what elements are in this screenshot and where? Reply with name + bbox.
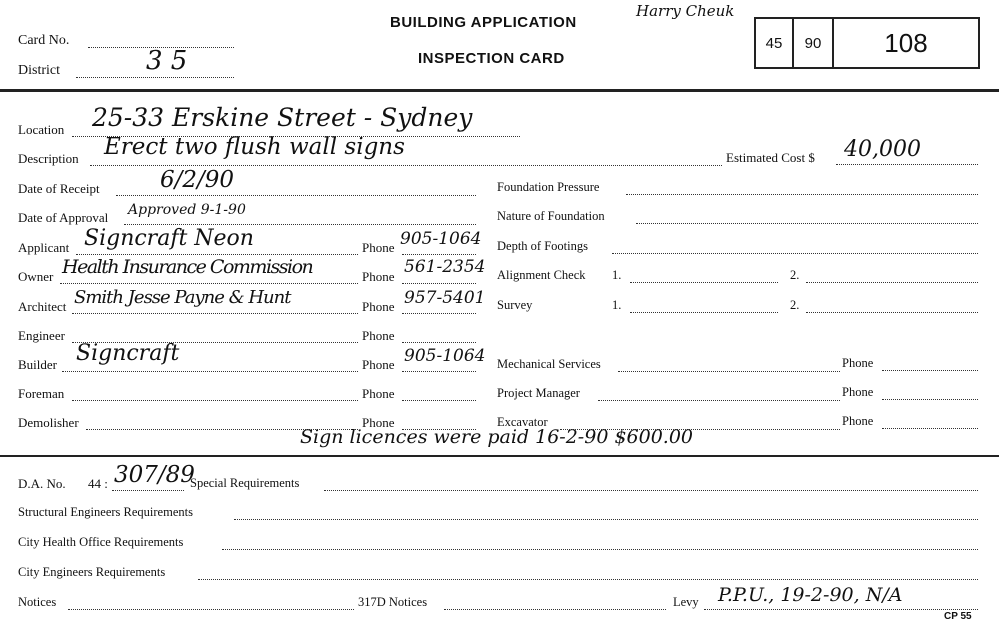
survey-label: Survey — [497, 298, 533, 312]
description-value: Erect two flush wall signs — [104, 134, 405, 160]
estimated-cost-value: 40,000 — [844, 137, 921, 162]
structural-line — [234, 519, 978, 520]
structural-label: Structural Engineers Requirements — [18, 505, 193, 519]
levy-value: P.P.U., 19-2-90, N/A — [718, 584, 903, 606]
approval-line — [124, 224, 476, 225]
builder-phone-label: Phone — [362, 357, 395, 372]
card-no-label: Card No. — [18, 33, 70, 48]
applicant-phone-label: Phone — [362, 240, 395, 255]
receipt-value: 6/2/90 — [160, 167, 235, 193]
owner-phone-label: Phone — [362, 269, 395, 284]
architect-line — [72, 313, 358, 314]
alignment-n1: 1. — [612, 268, 622, 282]
form-title: BUILDING APPLICATION — [390, 14, 577, 31]
foreman-label: Foreman — [18, 386, 65, 401]
special-label: Special Requirements — [190, 476, 300, 490]
owner-value: Health Insurance Commission — [62, 256, 313, 278]
demolisher-phone-label: Phone — [362, 415, 395, 430]
survey-n1: 1. — [612, 298, 622, 312]
engineer-label: Engineer — [18, 328, 65, 343]
project-manager-phone-label: Phone — [842, 385, 874, 399]
handwritten-name: Harry Cheuk — [636, 2, 735, 20]
project-manager-line — [598, 400, 840, 401]
owner-phone-line — [402, 283, 476, 284]
engineer-phone-label: Phone — [362, 328, 395, 343]
mechanical-label: Mechanical Services — [497, 357, 601, 371]
architect-value: Smith Jesse Payne & Hunt — [74, 287, 291, 308]
foreman-phone-label: Phone — [362, 386, 395, 401]
reference-boxes — [754, 17, 980, 69]
foundation-pressure-label: Foundation Pressure — [497, 180, 600, 194]
ref-box-2: 90 — [794, 19, 834, 67]
foreman-phone-line — [402, 400, 476, 401]
nature-line — [636, 223, 978, 224]
district-value: 3 5 — [146, 46, 188, 76]
applicant-line — [76, 254, 358, 255]
alignment-line-2 — [806, 282, 978, 283]
engineers-label: City Engineers Requirements — [18, 565, 166, 579]
form-code: CP 55 — [944, 611, 972, 622]
survey-n2: 2. — [790, 298, 800, 312]
notices-line — [68, 609, 354, 610]
builder-value: Signcraft — [76, 341, 180, 366]
alignment-n2: 2. — [790, 268, 800, 282]
architect-phone-label: Phone — [362, 299, 395, 314]
ref-box-3: 108 — [884, 27, 928, 58]
foundation-pressure-line — [626, 194, 978, 195]
da-label: D.A. No. — [18, 476, 66, 491]
approval-label: Date of Approval — [18, 210, 109, 225]
applicant-phone-line — [402, 254, 476, 255]
receipt-label: Date of Receipt — [18, 181, 100, 196]
nature-label: Nature of Foundation — [497, 209, 605, 223]
project-manager-phone-line — [882, 399, 978, 400]
lower-rule — [0, 455, 999, 457]
ref-box-1: 45 — [756, 19, 794, 67]
excavator-label: Excavator — [497, 415, 548, 429]
architect-phone-value: 957-5401 — [404, 288, 486, 308]
health-label: City Health Office Requirements — [18, 535, 184, 549]
estimated-cost-line — [836, 164, 978, 165]
alignment-label: Alignment Check — [497, 268, 586, 282]
applicant-value: Signcraft Neon — [84, 226, 254, 251]
survey-line-1 — [630, 312, 778, 313]
notices-317d-label: 317D Notices — [358, 595, 428, 609]
estimated-cost-label: Estimated Cost $ — [726, 150, 815, 165]
form-subtitle: INSPECTION CARD — [418, 50, 565, 67]
owner-line — [60, 283, 358, 284]
foreman-line — [72, 400, 358, 401]
architect-phone-line — [402, 313, 476, 314]
handwritten-note: Sign licences were paid 16-2-90 $600.00 — [300, 426, 694, 448]
levy-line — [704, 609, 978, 610]
approval-value: Approved 9-1-90 — [128, 202, 246, 218]
mechanical-phone-line — [882, 370, 978, 371]
engineer-phone-line — [402, 342, 476, 343]
builder-line — [62, 371, 358, 372]
notices-317d-line — [444, 609, 666, 610]
health-line — [222, 549, 978, 550]
architect-label: Architect — [18, 299, 67, 314]
location-value: 25-33 Erskine Street - Sydney — [92, 103, 473, 132]
excavator-phone-line — [882, 428, 978, 429]
levy-label: Levy — [673, 595, 699, 609]
notices-label: Notices — [18, 595, 57, 609]
builder-phone-value: 905-1064 — [404, 346, 486, 366]
demolisher-label: Demolisher — [18, 415, 79, 430]
district-line — [76, 77, 234, 78]
description-line — [90, 165, 722, 166]
description-label: Description — [18, 151, 79, 166]
da-prefix: 44 : — [88, 476, 108, 491]
builder-phone-line — [402, 371, 476, 372]
district-label: District — [18, 63, 60, 78]
mechanical-phone-label: Phone — [842, 356, 874, 370]
da-value: 307/89 — [114, 462, 195, 488]
location-label: Location — [18, 122, 65, 137]
owner-label: Owner — [18, 269, 54, 284]
owner-phone-value: 561-2354 — [404, 257, 486, 277]
receipt-line — [116, 195, 476, 196]
builder-label: Builder — [18, 357, 57, 372]
special-line — [324, 490, 978, 491]
mechanical-line — [618, 371, 840, 372]
depth-line — [612, 253, 978, 254]
engineers-line — [198, 579, 978, 580]
excavator-phone-label: Phone — [842, 414, 874, 428]
survey-line-2 — [806, 312, 978, 313]
applicant-phone-value: 905-1064 — [400, 229, 482, 249]
project-manager-label: Project Manager — [497, 386, 580, 400]
alignment-line-1 — [630, 282, 778, 283]
applicant-label: Applicant — [18, 240, 70, 255]
header-rule — [0, 89, 999, 92]
depth-label: Depth of Footings — [497, 239, 588, 253]
da-line — [112, 490, 184, 491]
